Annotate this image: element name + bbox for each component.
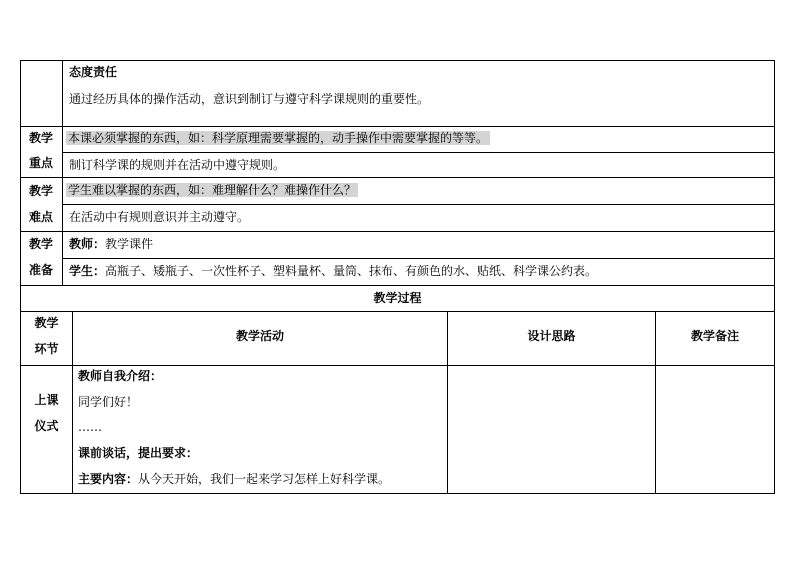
preparation-label-1: 教学 (28, 237, 53, 251)
row1-stage-1: 上课 (34, 393, 59, 407)
key-points-label-1: 教学 (28, 131, 53, 145)
attitude-heading: 态度责任 (69, 65, 118, 79)
student-prep-text: 高瓶子、矮瓶子、一次性杯子、塑料量杯、量筒、抹布、有颜色的水、贴纸、科学课公约表。 (105, 264, 598, 278)
teacher-prep-text: 教学课件 (105, 237, 154, 251)
row-divider-process-header (20, 365, 775, 366)
main-content (78, 472, 390, 486)
difficulties-hint: 学生难以掌握的东西，如：难理解什么？难操作什么？ (68, 183, 357, 197)
table-border-bottom (20, 493, 775, 494)
row-divider-attitude (20, 126, 775, 127)
col-design-header: 设计思路 (527, 329, 576, 343)
difficulties-label-2: 难点 (28, 210, 53, 224)
main-content-label: 主要内容： (78, 472, 139, 486)
ellipsis: …… (78, 420, 102, 434)
row-divider-preparation (20, 285, 775, 286)
row-divider-difficulties (20, 231, 775, 232)
attitude-text: 通过经历具体的操作活动，意识到制订与遵守科学课规则的重要性。 (69, 92, 430, 106)
row1-stage-2: 仪式 (34, 419, 59, 433)
difficulties-label-1: 教学 (28, 184, 53, 198)
teacher-prep-label: 教师： (69, 237, 106, 251)
preparation-label-2: 准备 (28, 263, 53, 277)
difficulties-text: 在活动中有规则意识并主动遵守。 (69, 210, 250, 224)
row-divider-keypoints (20, 177, 775, 178)
key-points-label-2: 重点 (28, 156, 53, 170)
key-points-text: 制订科学课的规则并在活动中遵守规则。 (69, 158, 286, 172)
label-column-divider (62, 60, 63, 285)
main-content-text: 从今天开始，我们一起来学习怎样上好科学课。 (138, 472, 391, 486)
table-border-top (20, 60, 775, 61)
col-notes-header: 教学备注 (690, 329, 739, 343)
process-title: 教学过程 (373, 291, 422, 305)
key-points-hint: 本课必须掌握的东西，如：科学原理需要掌握的，动手操作中需要掌握的等等。 (68, 131, 489, 145)
student-prep-label: 学生： (69, 264, 106, 278)
row-divider-inner-difficulties (62, 204, 775, 205)
intro-heading: 教师自我介绍： (78, 369, 163, 383)
col-stage-header-1: 教学 (34, 316, 59, 330)
row-divider-process-title (20, 311, 775, 312)
teacher-prep (69, 237, 153, 251)
col-activity-header: 教学活动 (235, 329, 284, 343)
talk-heading: 课前谈话，提出要求： (78, 446, 199, 460)
student-prep (69, 264, 597, 278)
col-stage-header-2: 环节 (34, 342, 59, 356)
greeting: 同学们好！ (78, 395, 139, 409)
row-divider-inner-keypoints (62, 152, 775, 153)
row-divider-inner-preparation (62, 258, 775, 259)
